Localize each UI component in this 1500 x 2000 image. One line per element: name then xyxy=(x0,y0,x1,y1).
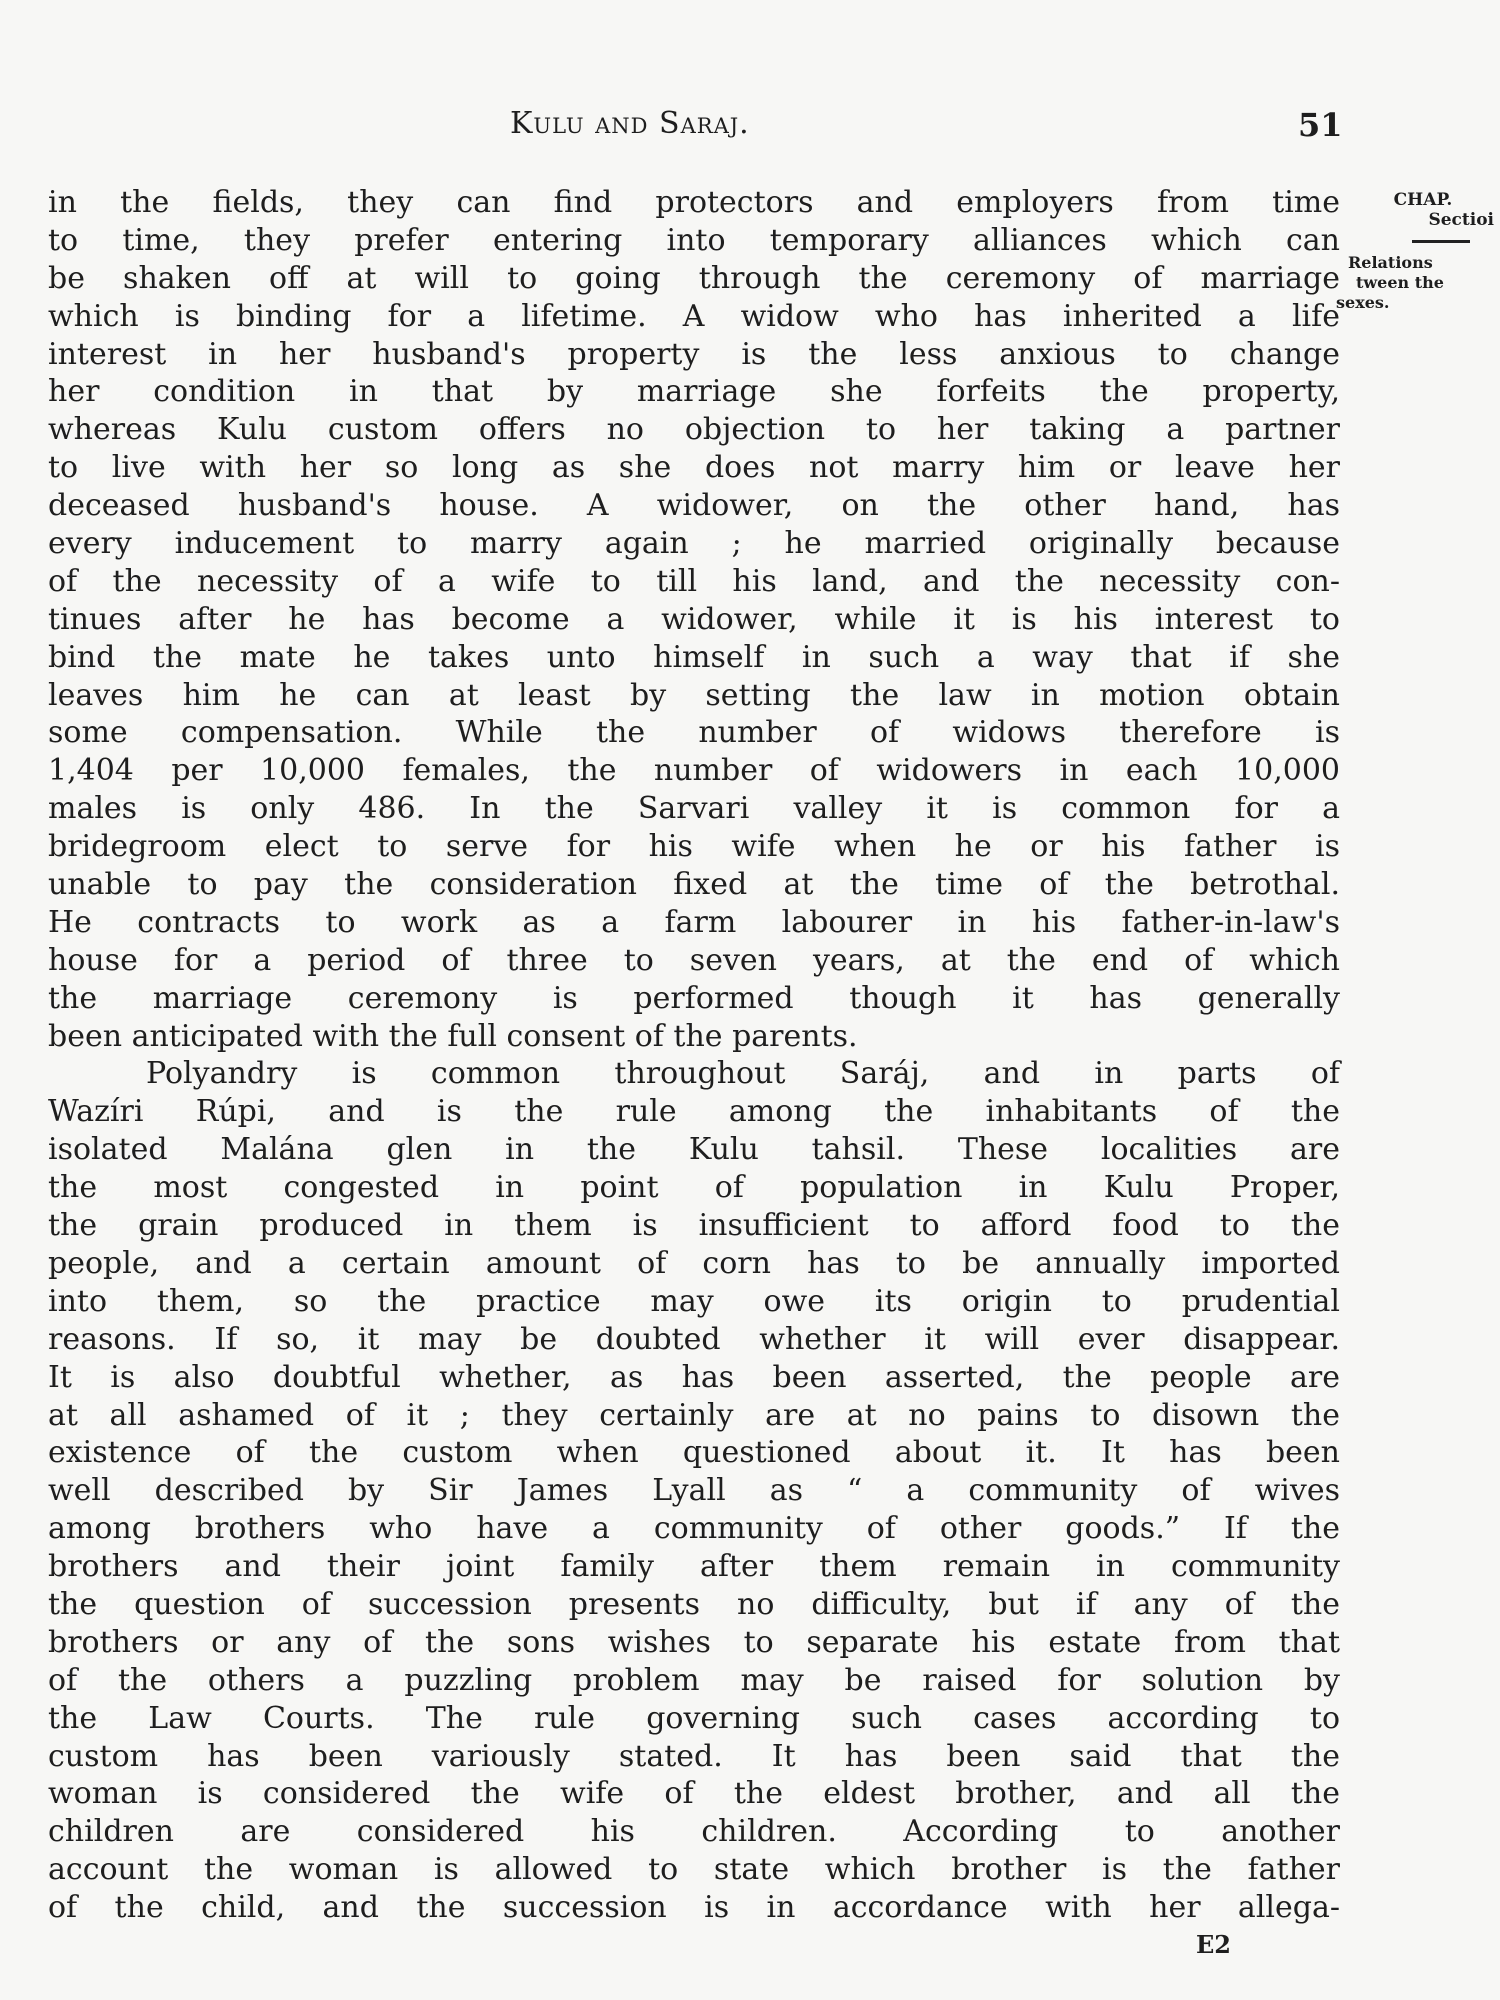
text-line-content: unable to pay the consideration fixed at the time of the betrothal. xyxy=(48,867,1340,903)
margin-section: Sectioi xyxy=(1428,210,1494,230)
page-number: 51 xyxy=(1298,106,1343,144)
text-line xyxy=(48,904,1340,942)
text-line-content: reasons. If so, it may be doubted whether it will ever disappear. xyxy=(48,1321,1340,1357)
text-line-content: to live with her so long as she does not marry him or leave her xyxy=(48,450,1340,486)
text-line-content: every inducement to marry again ; he married originally because xyxy=(48,526,1340,562)
text-line xyxy=(48,714,1340,752)
text-line xyxy=(48,1093,1340,1131)
text-line-content: well described by Sir James Lyall as “ a community of wives xyxy=(48,1473,1340,1509)
text-line xyxy=(48,980,1340,1018)
text-line xyxy=(48,1624,1340,1662)
text-line xyxy=(48,487,1340,525)
text-line-content: people, and a certain amount of corn has to be annually imported xyxy=(48,1245,1340,1281)
text-line-content: custom has been variously stated. It has been said that the xyxy=(48,1738,1340,1774)
text-line-content: account the woman is allowed to state which brother is the father xyxy=(48,1852,1340,1888)
text-line xyxy=(48,1472,1340,1510)
text-line-content: of the child, and the succession is in accordance with her allega- xyxy=(48,1890,1340,1926)
text-line xyxy=(48,1548,1340,1586)
text-line xyxy=(48,373,1340,411)
text-line-content: children are considered his children. According to another xyxy=(48,1814,1340,1850)
text-line-content: whereas Kulu custom offers no objection to her taking a partner xyxy=(48,412,1340,448)
text-line xyxy=(48,601,1340,639)
text-line-content: the grain produced in them is insufficient to afford food to the xyxy=(48,1208,1340,1244)
text-line-content: at all ashamed of it ; they certainly are at no pains to disown the xyxy=(48,1397,1340,1433)
text-line-content: the Law Courts. The rule governing such cases according to xyxy=(48,1700,1340,1736)
text-line xyxy=(48,411,1340,449)
text-line xyxy=(48,1434,1340,1472)
text-line xyxy=(48,942,1340,980)
text-line xyxy=(48,1700,1340,1738)
text-line-content: bind the mate he takes unto himself in such a way that if she xyxy=(48,639,1340,675)
margin-note-line: sexes. xyxy=(1336,293,1390,312)
text-line-content: in the fields, they can find protectors and employers from time xyxy=(48,185,1340,220)
text-line-content: among brothers who have a community of other goods.” If the xyxy=(48,1511,1340,1547)
text-line xyxy=(48,222,1340,260)
text-line xyxy=(48,1131,1340,1169)
text-line xyxy=(48,866,1340,904)
text-line-content: tinues after he has become a widower, while it is his interest to xyxy=(48,601,1340,637)
text-line-content: bridegroom elect to serve for his wife when he or his father is xyxy=(48,829,1340,865)
margin-note-line: tween the xyxy=(1356,273,1444,292)
text-line-content: It is also doubtful whether, as has been asserted, the people are xyxy=(48,1359,1340,1395)
text-line xyxy=(48,184,1340,222)
text-line-content: her condition in that by marriage she forfeits the property, xyxy=(48,374,1340,410)
text-line xyxy=(48,1207,1340,1245)
text-line-content: Polyandry is common throughout Saráj, and in parts of xyxy=(146,1056,1340,1092)
page-header xyxy=(0,106,1500,150)
text-line xyxy=(48,828,1340,866)
text-line xyxy=(48,1055,1340,1093)
text-line-content: interest in her husband's property is the less anxious to change xyxy=(48,336,1340,372)
text-line xyxy=(48,1738,1340,1776)
text-line xyxy=(48,1662,1340,1700)
text-line-content: deceased husband's house. A widower, on the other hand, has xyxy=(48,488,1340,524)
text-line xyxy=(48,336,1340,374)
body-text xyxy=(48,184,1340,1927)
text-line-content: existence of the custom when questioned about it. It has been xyxy=(48,1435,1340,1471)
text-line xyxy=(48,1245,1340,1283)
text-line-content: into them, so the practice may owe its origin to prudential xyxy=(48,1283,1340,1319)
text-line-content: woman is considered the wife of the eldest brother, and all the xyxy=(48,1776,1340,1812)
text-line xyxy=(48,1813,1340,1851)
signature-mark: E2 xyxy=(1196,1930,1231,1959)
margin-rule xyxy=(1412,240,1470,243)
text-line-content: isolated Malána glen in the Kulu tahsil. These localities are xyxy=(48,1132,1340,1168)
text-line-content: some compensation. While the number of widows therefore is xyxy=(48,715,1340,751)
text-line-content: of the others a puzzling problem may be raised for solution by xyxy=(48,1662,1340,1698)
text-line xyxy=(48,1397,1340,1435)
text-line xyxy=(48,1586,1340,1624)
text-line xyxy=(48,525,1340,563)
text-line-content: be shaken off at will to going through the ceremony of marriage xyxy=(48,260,1340,296)
text-line xyxy=(48,790,1340,828)
text-line-content: house for a period of three to seven years, at the end of which xyxy=(48,942,1340,978)
text-line xyxy=(48,639,1340,677)
text-line-content: to time, they prefer entering into temporary alliances which can xyxy=(48,222,1340,258)
text-line xyxy=(48,1283,1340,1321)
text-line xyxy=(48,1851,1340,1889)
margin-note-line: Relations xyxy=(1348,253,1433,272)
text-line xyxy=(48,1510,1340,1548)
text-line xyxy=(48,677,1340,715)
margin-chapter: CHAP. xyxy=(1393,190,1453,210)
text-line xyxy=(48,1359,1340,1397)
text-line xyxy=(48,1321,1340,1359)
margin-notes xyxy=(1336,190,1498,313)
text-line xyxy=(48,449,1340,487)
text-line xyxy=(48,563,1340,601)
text-line xyxy=(48,1775,1340,1813)
text-line-content: of the necessity of a wife to till his land, and the necessity con- xyxy=(48,563,1340,599)
text-line-content: 1,404 per 10,000 females, the number of widowers in each 10,000 xyxy=(48,753,1340,789)
running-title: Kulu and Saraj. xyxy=(510,106,750,141)
text-line-content: the marriage ceremony is performed though it has generally xyxy=(48,980,1340,1016)
text-line-content: He contracts to work as a farm labourer in his father-in-law's xyxy=(48,904,1340,940)
text-line xyxy=(48,1169,1340,1207)
text-line-content: leaves him he can at least by setting the law in motion obtain xyxy=(48,677,1340,713)
text-line-content: brothers or any of the sons wishes to separate his estate from that xyxy=(48,1624,1340,1660)
text-line-content: which is binding for a lifetime. A widow who has inherited a life xyxy=(48,298,1340,334)
text-line xyxy=(48,298,1340,336)
text-line xyxy=(48,1018,1340,1056)
text-line-content: the question of succession presents no difficulty, but if any of the xyxy=(48,1586,1340,1622)
text-line-content: the most congested in point of population in Kulu Proper, xyxy=(48,1170,1340,1206)
text-line-content: males is only 486. In the Sarvari valley it is common for a xyxy=(48,791,1340,827)
text-line xyxy=(48,1889,1340,1927)
text-line xyxy=(48,752,1340,790)
text-line-content: been anticipated with the full consent of the parents. xyxy=(48,1018,858,1054)
text-line-content: Wazíri Rúpi, and is the rule among the inhabitants of the xyxy=(48,1094,1340,1130)
text-line xyxy=(48,260,1340,298)
text-line-content: brothers and their joint family after them remain in community xyxy=(48,1549,1340,1585)
